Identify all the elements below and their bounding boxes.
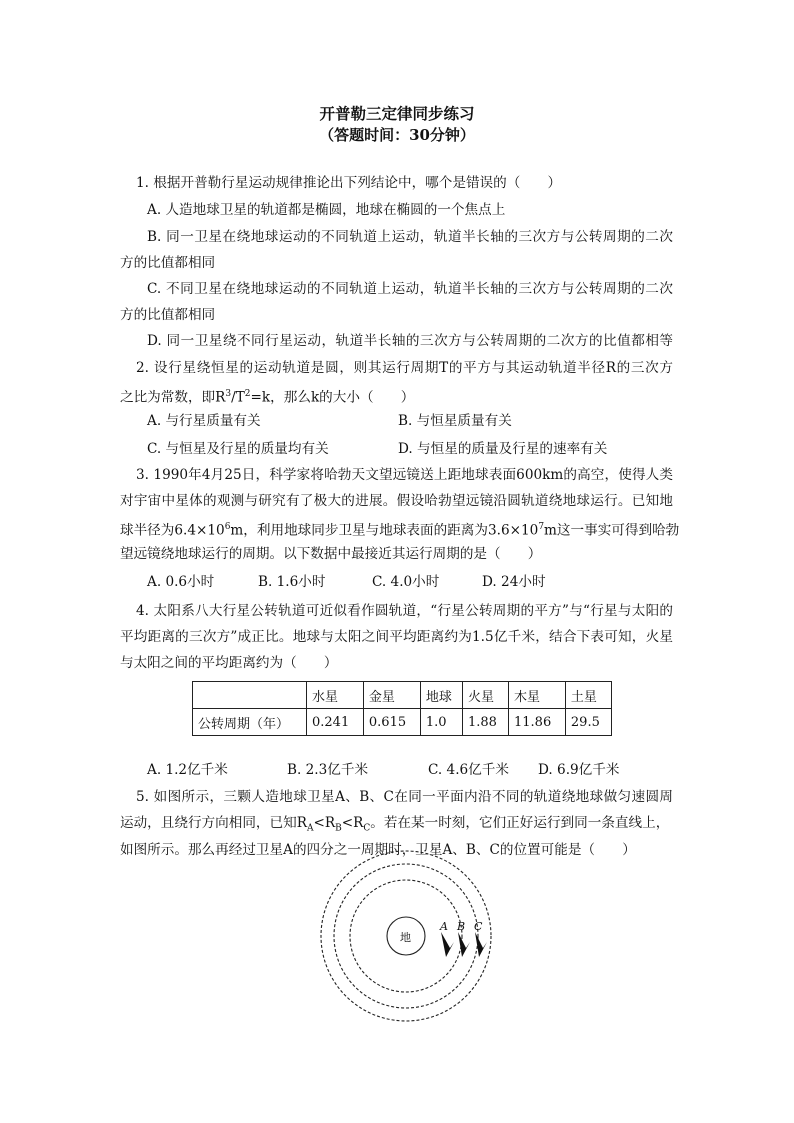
table-cell: 水星	[307, 682, 364, 709]
q1-stem: 1. 根据开普勒行星运动规律推论出下列结论中，哪个是错误的（ ）	[136, 175, 562, 191]
q4-option-c: C. 4.6亿千米	[428, 762, 509, 778]
q2-option-c: C. 与恒星及行星的质量均有关	[147, 441, 329, 457]
table-cell: 11.86	[509, 709, 566, 736]
table-cell	[193, 682, 307, 709]
table-cell: 木星	[509, 682, 566, 709]
q3-line2: 对宇宙中星体的观测与研究有了极大的进展。假设哈勃望远镜沿圆轨道绕地球运行。已知地	[120, 493, 673, 509]
q2-option-a: A. 与行星质量有关	[147, 413, 261, 429]
satellite-b-label: B	[457, 920, 466, 933]
table-cell: 地球	[420, 682, 462, 709]
q1-option-a: A. 人造地球卫星的轨道都是椭圆，地球在椭圆的一个焦点上	[147, 202, 506, 218]
q2-option-d: D. 与恒星的质量及行星的速率有关	[398, 441, 608, 457]
q4-line2: 平均距离的三次方”成正比。地球与太阳之间平均距离约为1.5亿千米，结合下表可知，火星	[120, 629, 673, 645]
q3-option-c: C. 4.0小时	[372, 574, 440, 590]
satellite-orbit-diagram	[320, 848, 500, 1028]
satellite-c-label: C	[474, 920, 483, 933]
table-cell: 火星	[462, 682, 508, 709]
satellite-a-arrow-icon	[441, 932, 454, 957]
table-cell: 0.615	[363, 709, 420, 736]
earth-label: 地	[400, 931, 411, 944]
table-cell: 金星	[363, 682, 420, 709]
table-cell: 土星	[565, 682, 611, 709]
page-title: 开普勒三定律同步练习	[319, 104, 475, 123]
q3-option-a: A. 0.6小时	[147, 574, 215, 590]
table-row	[193, 709, 612, 736]
table-header-row	[193, 682, 612, 709]
q4-line3: 与太阳之间的平均距离约为（ ）	[120, 655, 338, 671]
satellite-c-arrow-icon	[475, 932, 487, 957]
q1-option-b-line2: 方的比值都相同	[120, 255, 216, 271]
page-subtitle: （答题时间：30分钟）	[319, 126, 475, 144]
q4-option-d: D. 6.9亿千米	[538, 762, 620, 778]
q3-line4: 望远镜绕地球运行的周期。以下数据中最接近其运行周期的是（ ）	[120, 546, 542, 562]
table-cell: 0.241	[307, 709, 364, 736]
q1-option-c-line2: 方的比值都相同	[120, 307, 216, 323]
q5-line2: 运动，且绕行方向相同，已知$R_A<R_B<R_C$。若在某一时刻，它们正好运行到同一条直线上，	[120, 815, 670, 834]
q1-option-c-line1: C. 不同卫星在绕地球运动的不同轨道上运动，轨道半长轴的三次方与公转周期的二次	[147, 281, 673, 297]
orbital-period-table	[192, 681, 612, 736]
q3-line3: 球半径为$6.4\times 10^6m$，利用地球同步卫星与地球表面的距离为$3.6\times 10^7m$这一事实可得到哈勃	[120, 522, 680, 539]
q3-option-b: B. 1.6小时	[258, 574, 326, 590]
q2-stem-line2: 之比为常数，即$R^3/T^2=k$，那么k的大小（ ）	[120, 389, 415, 406]
table-cell: 1.88	[462, 709, 508, 736]
q2-stem-line1: 2. 设行星绕恒星的运动轨道是圆，则其运行周期T的平方与其运动轨道半径R的三次方	[136, 360, 673, 376]
q1-option-b-line1: B. 同一卫星在绕地球运动的不同轨道上运动，轨道半长轴的三次方与公转周期的二次	[147, 229, 673, 245]
q1-option-d: D. 同一卫星绕不同行星运动，轨道半长轴的三次方与公转周期的二次方的比值都相等	[147, 333, 673, 349]
q5-line3: 如图所示。那么再经过卫星A的四分之一周期时，卫星A、B、C的位置可能是（ ）	[120, 842, 636, 858]
q4-line1: 4. 太阳系八大行星公转轨道可近似看作圆轨道，“行星公转周期的平方”与“行星与太阳的	[136, 603, 673, 619]
table-cell: 29.5	[565, 709, 611, 736]
table-cell: 1.0	[420, 709, 462, 736]
q3-option-d: D. 24小时	[482, 574, 546, 590]
q5-line1: 5. 如图所示，三颗人造地球卫星A、B、C在同一平面内沿不同的轨道绕地球做匀速圆周	[136, 789, 673, 805]
q4-option-a: A. 1.2亿千米	[147, 762, 228, 778]
q4-option-b: B. 2.3亿千米	[287, 762, 369, 778]
satellite-a-label: A	[440, 920, 448, 933]
table-cell: 公转周期（年）	[193, 709, 307, 736]
q2-option-b: B. 与恒星质量有关	[398, 413, 512, 429]
q3-line1: 3. 1990年4月25日，科学家将哈勃天文望远镜送上距地球表面600km的高空，使得人类	[136, 467, 673, 483]
